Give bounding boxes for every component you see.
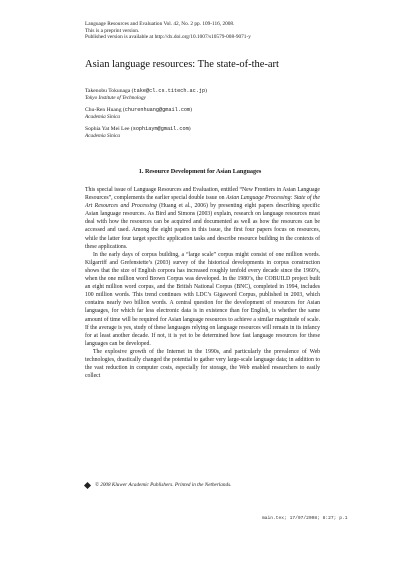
preprint-note: This is a preprint version. [85,27,140,34]
paragraph-1: This special issue of Language Resources and Evaluation, entitled “New Frontiers in Asian Language Resources”, complements the earlier special double issue on Asian Language Processing: State of the Art Resources and Processing (Huang et al., 2006) by presenting eight papers describing specific Asian language resources. As Bird and Simons (2003) explain, research on language resources must deal with how the resources can be acquired and documented as well as how the resources can be accessed and used. Among the eight papers in this issue, the first four papers focus on resources, while the latter four target specific application tasks and describe resource building in the contexts of these applications. [85,187,320,250]
author-name: Takenobu Tokunaga ( [85,88,134,94]
author-block-2: Chu-Ren Huang (churenhuang@gmail.com) Academia Sinica [85,107,193,120]
author-name: Chu-Ren Huang ( [85,107,125,113]
author-email: churenhuang@gmail.com [124,107,191,113]
author-affiliation: Academia Sinica [85,114,121,120]
author-affiliation: Tokyo Institute of Technology [85,95,146,101]
paragraph-2: In the early days of corpus building, a “large scale” corpus might consist of one million words. Kilgarriff and Grefenstette’s (2003) survey of the historical developments in corpus construction shows that the size of English corpora has increased roughly tenfold every decade since the 1960’s, when the one million word Brown Corpus was developed. In the 1980’s, the COBUILD project built an eight million word corpus, and the British National Corpus (BNC), completed in 1994, includes 100 million words. This trend continues with LDC’s Gigaword Corpus, published in 2003, which contains nearly two billion words. A central question for the development of resources for Asian languages, for which far less electronic data is in existence than for English, is whether the same amount of time will be required for Asian language resources to achieve a similar magnitude of scale. If the average is yes, study of these languages relying on language resources will remain in its infancy for at least another decade. If not, it is yet to be determined how fast language resources for these languages can be developed. [85,251,320,347]
author-block-3: Sophia Yat Mei Lee (sophiaym@gmail.com) Academia Sinica [85,126,191,139]
body-text [85,186,320,380]
author-email: take@cl.cs.titech.ac.jp [133,88,206,94]
paragraph-3: The explosive growth of the Internet in the 1990s, and particularly the prevalence of Web technologies, drastically changed the potential to gather very large-scale language data; in addition to the vast reduction in computer costs, especially for storage, the Web enabled researchers to easily collect [85,348,320,380]
copyright-footer [85,482,231,488]
file-stamp: main.tex; 17/07/2008; 8:27; p.1 [262,516,348,521]
author-affiliation: Academia Sinica [85,133,121,139]
publisher-logo-icon [84,481,91,488]
author-email: sophiaym@gmail.com [132,126,189,132]
doi-note: Published version is available at http://dx.doi.org/10.1007/s10579-008-9071-y [85,34,251,41]
preprint-header [85,21,251,41]
copyright-text: © 2008 Kluwer Academic Publishers. Printed in the Netherlands. [95,482,232,488]
journal-citation: Language Resources and Evaluation Vol. 42, No. 2 pp. 109-116, 2008. [85,21,235,27]
paper-title: Asian language resources: The state-of-the-art [85,59,279,70]
section-heading: 1. Resource Development for Asian Languages [138,168,262,175]
author-name: Sophia Yat Mei Lee ( [85,126,133,132]
author-block-1: Takenobu Tokunaga (take@cl.cs.titech.ac.jp) Tokyo Institute of Technology [85,88,207,101]
